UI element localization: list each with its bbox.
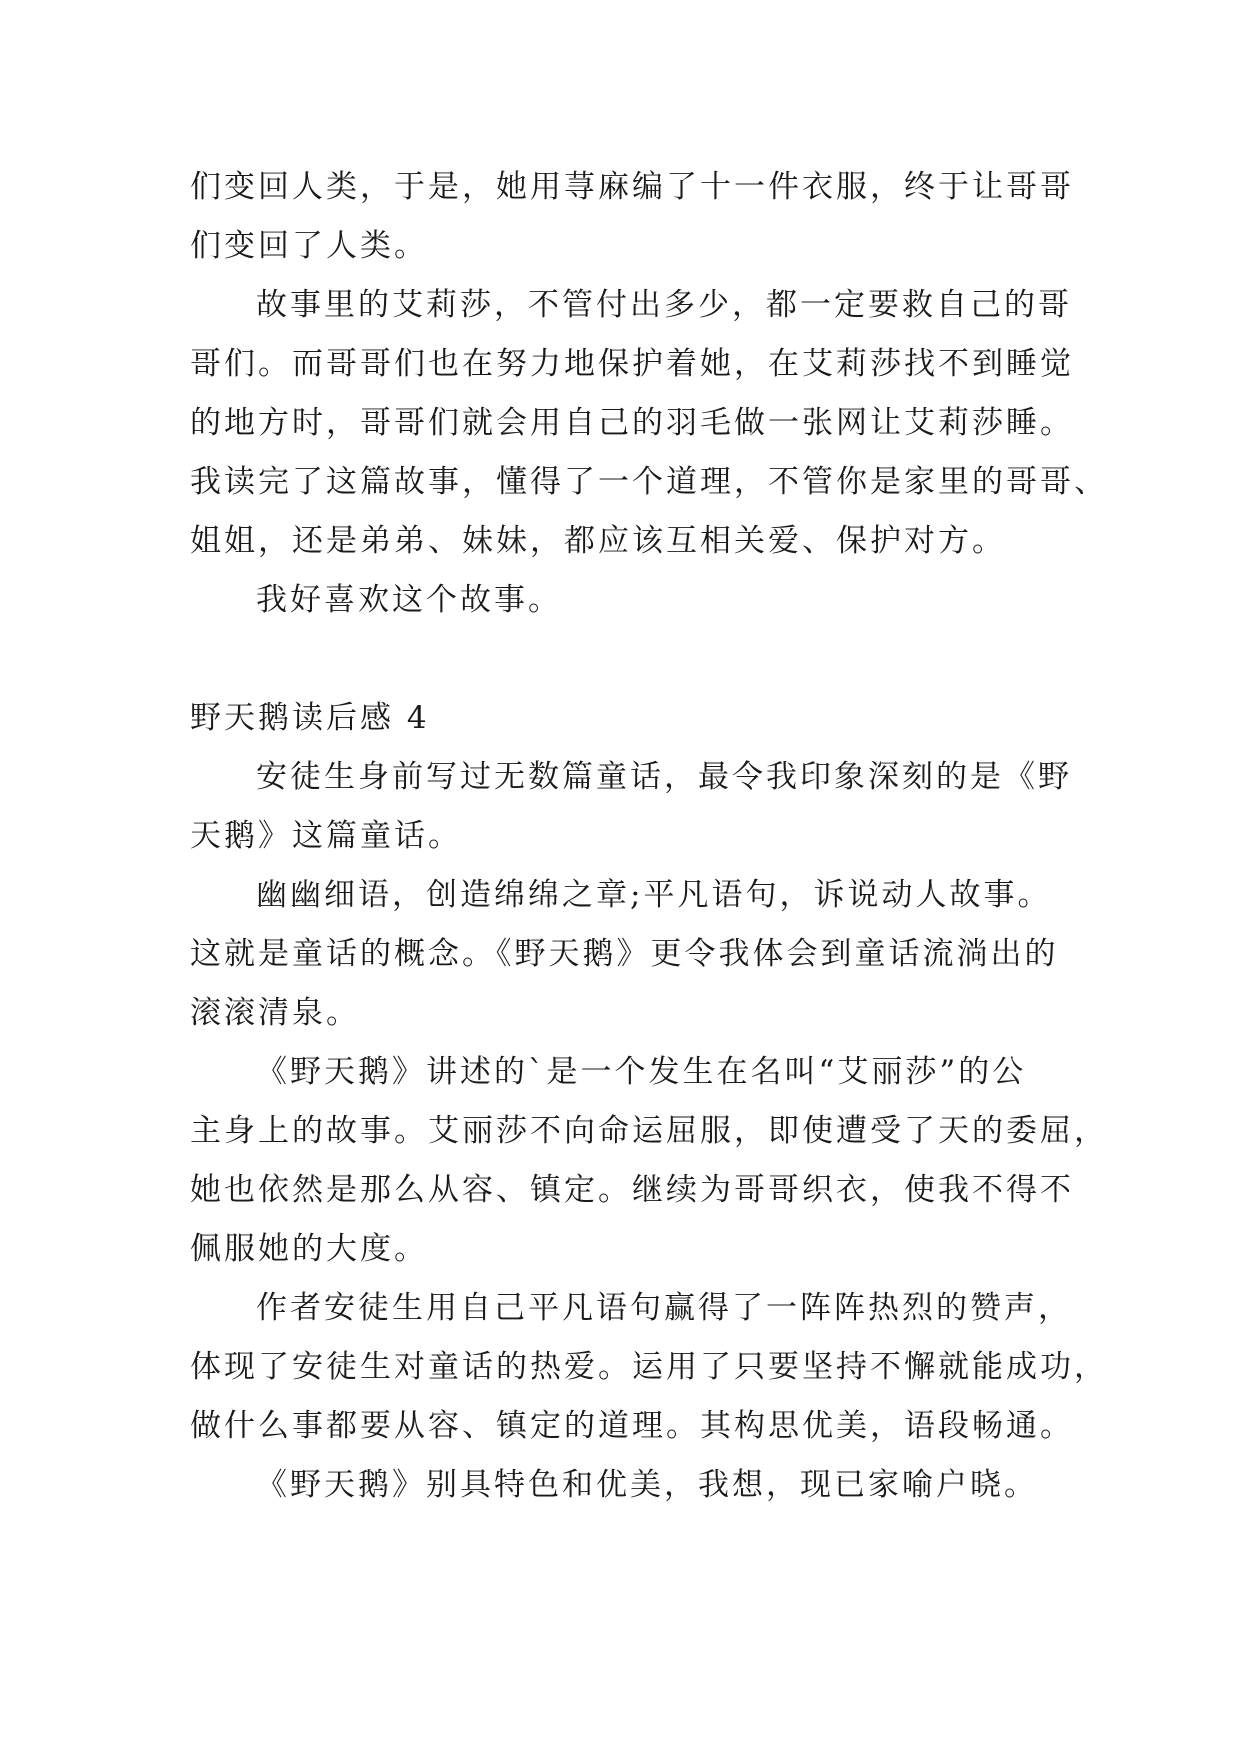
paragraph-first-line: 作者安徒生用自己平凡语句赢得了一阵阵热烈的赞声， bbox=[256, 1290, 1072, 1326]
body-line: 们变回人类，于是，她用荨麻编了十一件衣服，终于让哥哥 bbox=[190, 169, 1074, 205]
paragraph-first-line: 故事里的艾莉莎，不管付出多少，都一定要救自己的哥 bbox=[256, 287, 1072, 323]
paragraph-first-line: 《野天鹅》别具特色和优美，我想，现已家喻户晓。 bbox=[256, 1467, 1038, 1503]
paragraph-first-line: 《野天鹅》讲述的`是一个发生在名叫“艾丽莎”的公 bbox=[256, 1054, 1027, 1090]
body-line: 主身上的故事。艾丽莎不向命运屈服，即使遭受了天的委屈， bbox=[190, 1113, 1108, 1149]
body-line: 我读完了这篇故事，懂得了一个道理，不管你是家里的哥哥、 bbox=[190, 464, 1108, 500]
body-line: 们变回了人类。 bbox=[190, 228, 428, 264]
section-heading: 野天鹅读后感 4 bbox=[190, 700, 430, 736]
body-line: 天鹅》这篇童话。 bbox=[190, 818, 462, 854]
body-line: 哥们。而哥哥们也在努力地保护着她，在艾莉莎找不到睡觉 bbox=[190, 346, 1074, 382]
section-spacer bbox=[190, 630, 1070, 689]
body-line: 她也依然是那么从容、镇定。继续为哥哥织衣，使我不得不 bbox=[190, 1172, 1074, 1208]
document-body bbox=[190, 158, 1108, 1515]
body-line: 滚滚清泉。 bbox=[190, 995, 360, 1031]
body-line: 佩服她的大度。 bbox=[190, 1231, 428, 1267]
paragraph-first-line: 安徒生身前写过无数篇童话，最令我印象深刻的是《野 bbox=[256, 759, 1072, 795]
body-line: 姐姐，还是弟弟、妹妹，都应该互相关爱、保护对方。 bbox=[190, 523, 1006, 559]
body-line: 做什么事都要从容、镇定的道理。其构思优美，语段畅通。 bbox=[190, 1408, 1074, 1444]
body-line: 这就是童话的概念。《野天鹅》更令我体会到童话流淌出的 bbox=[190, 936, 1059, 972]
paragraph-first-line: 我好喜欢这个故事。 bbox=[256, 582, 562, 618]
paragraph-first-line: 幽幽细语，创造绵绵之章;平凡语句，诉说动人故事。 bbox=[256, 877, 1052, 913]
body-line: 的地方时，哥哥们就会用自己的羽毛做一张网让艾莉莎睡。 bbox=[190, 405, 1074, 441]
body-line: 体现了安徒生对童话的热爱。运用了只要坚持不懈就能成功， bbox=[190, 1349, 1108, 1385]
